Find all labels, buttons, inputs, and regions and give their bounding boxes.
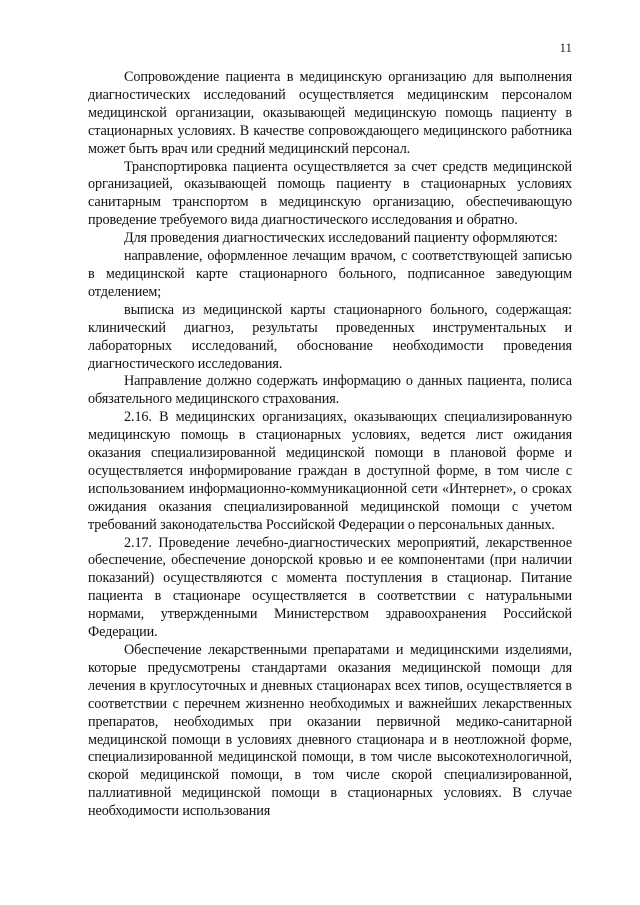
paragraph-referral: направление, оформленное лечащим врачом, с соответствующей записью в медицинской карте стационарного больного, подписанное заведующим отделением;	[88, 248, 572, 300]
body-text	[88, 69, 572, 821]
paragraph-extract: выписка из медицинской карты стационарного больного, содержащая: клинический диагноз, результаты проведенных инструментальных и лабораторных исследований, обоснование необходимости проведения диагностического исследования.	[88, 301, 572, 372]
paragraph-referral-content: Направление должно содержать информацию о данных пациента, полиса обязательного медицинского страхования.	[88, 373, 572, 408]
paragraph-2-16: 2.16. В медицинских организациях, оказывающих специализированную медицинскую помощь в стационарных условиях, ведется лист ожидания оказания специализированной медицинской помощи в плановой форме и осуществляется информирование граждан в доступной форме, в том числе с использованием информационно-коммуникационной сети «Интернет», о сроках ожидания оказания специализированной медицинской помощи с учетом требований законодательства Российской Федерации о персональных данных.	[88, 409, 572, 533]
paragraph-2-17: 2.17. Проведение лечебно-диагностических мероприятий, лекарственное обеспечение, обеспечение донорской кровью и ее компонентами (при наличии показаний) осуществляются с момента поступления в стационар. Питание пациента в стационаре осуществляется в соответствии с натуральными нормами, утвержденными Министерством здравоохранения Российской Федерации.	[88, 534, 572, 641]
page-number: 11	[559, 40, 572, 55]
paragraph-medication: Обеспечение лекарственными препаратами и медицинскими изделиями, которые предусмотрены стандартами оказания медицинской помощи для лечения в круглосуточных и дневных стационарах всех типов, осуществляется в соответствии с перечнем жизненно необходимых и важнейших лекарственных препаратов, необходимых при оказании первичной медико-санитарной медицинской помощи в условиях дневного стационара и в неотложной форме, специализированной медицинской помощи, в том числе высокотехнологичной, скорой медицинской помощи, в том числе скорой специализированной, паллиативной медицинской помощи в стационарных условиях. В случае необходимости использования	[88, 642, 572, 820]
paragraph-escort: Сопровождение пациента в медицинскую организацию для выполнения диагностических исследований осуществляется медицинским персоналом медицинской организации, оказывающей медицинскую помощь пациенту в стационарных условиях. В качестве сопровождающего медицинского работника может быть врач или средний медицинский персонал.	[88, 69, 572, 157]
paragraph-documents-intro: Для проведения диагностических исследований пациенту оформляются:	[124, 230, 558, 247]
paragraph-transport: Транспортировка пациента осуществляется за счет средств медицинской организацией, оказывающей помощь пациенту в стационарных условиях санитарным транспортом в медицинскую организацию, обеспечивающую проведение требуемого вида диагностического исследования и обратно.	[88, 158, 572, 229]
